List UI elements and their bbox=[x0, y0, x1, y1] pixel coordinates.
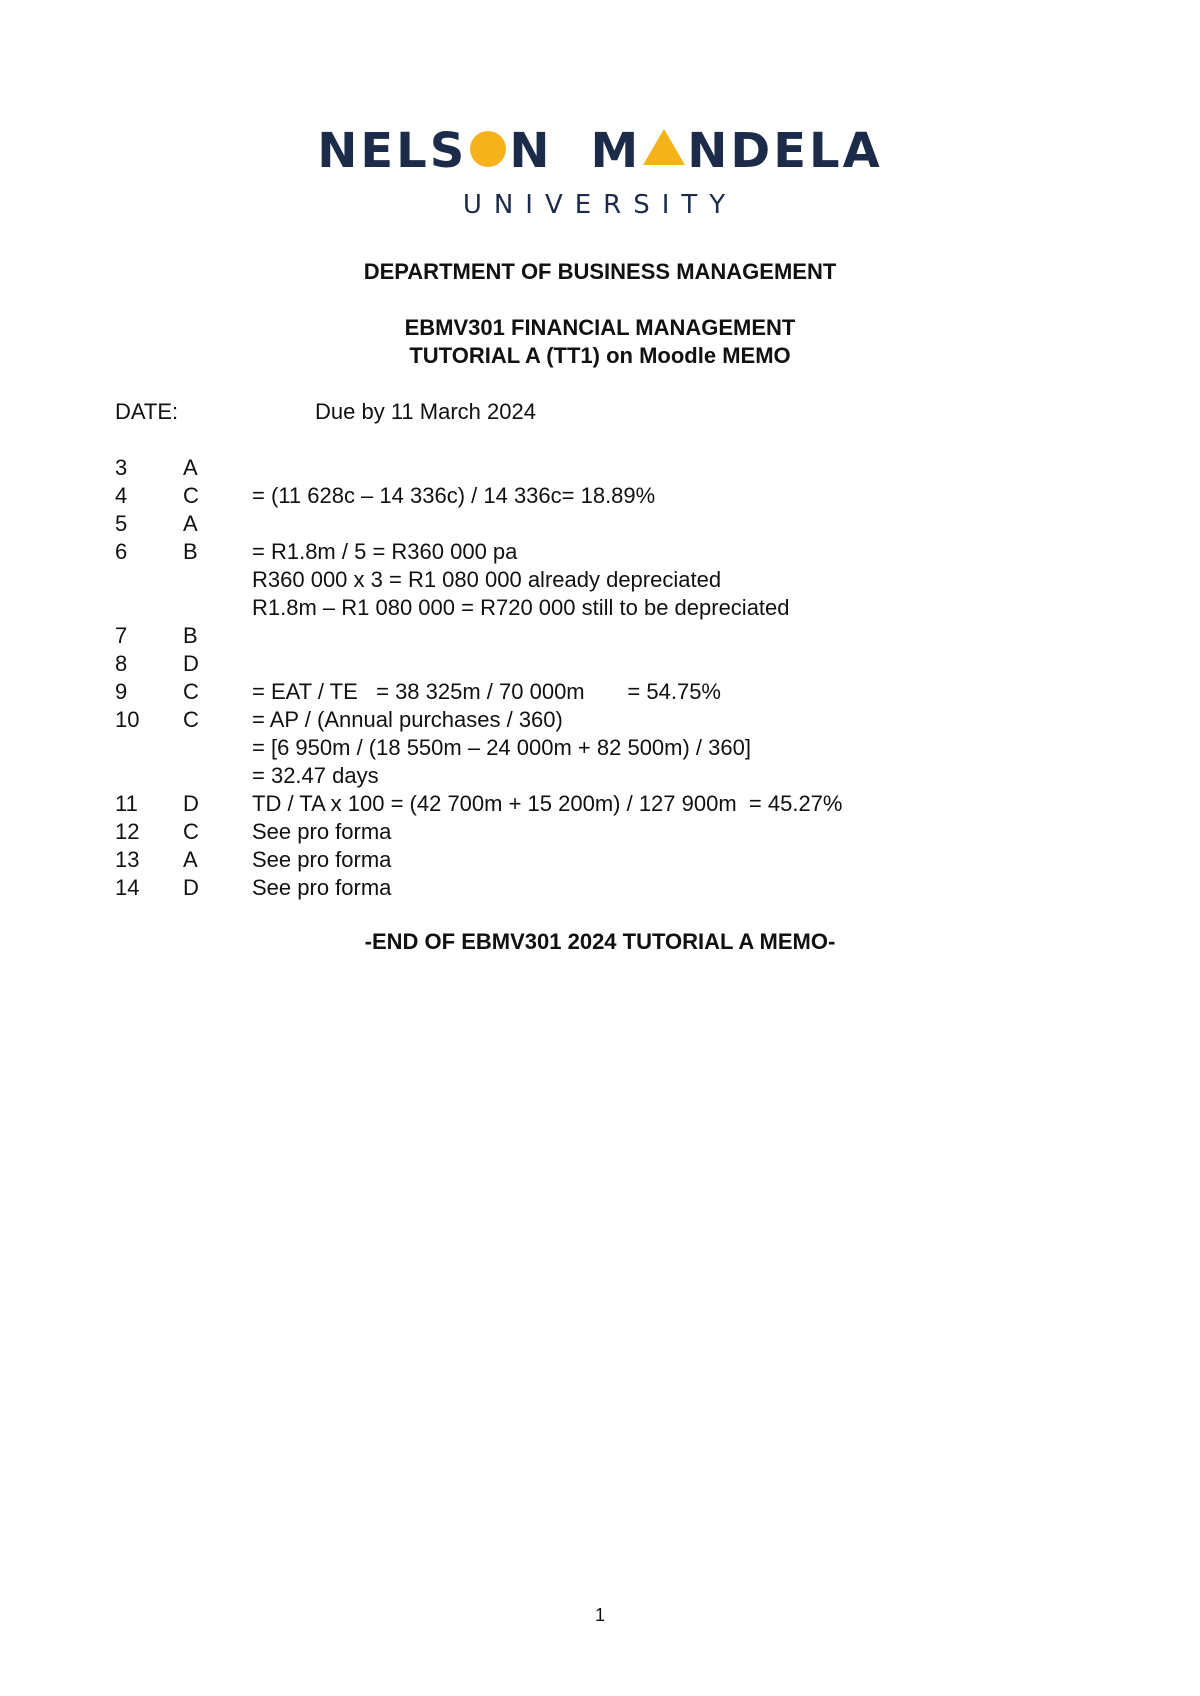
answer-working: See pro forma bbox=[252, 875, 392, 900]
question-number: 10 bbox=[115, 707, 140, 732]
date-label: DATE: bbox=[115, 399, 179, 424]
logo-triangle-icon bbox=[643, 129, 685, 165]
answer-letter: B bbox=[183, 623, 198, 648]
answer-letter: D bbox=[183, 875, 199, 900]
answer-letter: D bbox=[183, 651, 199, 676]
answer-working: TD / TA x 100 = (42 700m + 15 200m) / 127 900m = 45.27% bbox=[252, 791, 843, 816]
question-number: 7 bbox=[115, 623, 128, 648]
question-number: 9 bbox=[115, 679, 128, 704]
answer-working: = (11 628c – 14 336c) / 14 336c= 18.89% bbox=[252, 483, 656, 508]
course-heading: EBMV301 FINANCIAL MANAGEMENT bbox=[404, 315, 796, 340]
answer-letter: A bbox=[183, 511, 198, 536]
logo-text-ndela: NDELA bbox=[687, 123, 883, 179]
answer-working: See pro forma bbox=[252, 819, 392, 844]
answer-working: = R1.8m / 5 = R360 000 pa bbox=[252, 539, 518, 564]
question-number: 6 bbox=[115, 539, 128, 564]
university-logo bbox=[0, 120, 1200, 179]
date-value: Due by 11 March 2024 bbox=[315, 399, 536, 424]
answer-working: See pro forma bbox=[252, 847, 392, 872]
department-heading: DEPARTMENT OF BUSINESS MANAGEMENT bbox=[363, 259, 837, 284]
logo-circle-icon bbox=[470, 131, 506, 167]
answer-letter: C bbox=[183, 483, 199, 508]
answer-working: = AP / (Annual purchases / 360) bbox=[252, 707, 563, 732]
question-number: 12 bbox=[115, 819, 140, 844]
answer-working: = 32.47 days bbox=[252, 763, 379, 788]
tutorial-heading: TUTORIAL A (TT1) on Moodle MEMO bbox=[409, 343, 791, 368]
logo-wordmark bbox=[317, 120, 883, 179]
question-number: 11 bbox=[115, 791, 138, 816]
answer-letter: C bbox=[183, 819, 199, 844]
answer-working: R1.8m – R1 080 000 = R720 000 still to be depreciated bbox=[252, 595, 790, 620]
answer-letter: C bbox=[183, 679, 199, 704]
answer-letter: C bbox=[183, 707, 199, 732]
question-number: 3 bbox=[115, 455, 128, 480]
question-number: 4 bbox=[115, 483, 128, 508]
logo-text-nels: NELS bbox=[317, 123, 468, 179]
logo-text-m: M bbox=[590, 123, 642, 179]
end-of-memo: -END OF EBMV301 2024 TUTORIAL A MEMO- bbox=[364, 929, 836, 954]
answer-letter: B bbox=[183, 539, 198, 564]
question-number: 8 bbox=[115, 651, 128, 676]
logo-text-n: N bbox=[509, 123, 553, 179]
answer-letter: D bbox=[183, 791, 199, 816]
question-number: 14 bbox=[115, 875, 140, 900]
question-number: 5 bbox=[115, 511, 128, 536]
question-number: 13 bbox=[115, 847, 140, 872]
answer-working: = EAT / TE = 38 325m / 70 000m = 54.75% bbox=[252, 679, 721, 704]
answer-working: = [6 950m / (18 550m – 24 000m + 82 500m) / 360] bbox=[252, 735, 751, 760]
answer-letter: A bbox=[183, 455, 198, 480]
logo-subtitle: UNIVERSITY bbox=[462, 190, 738, 220]
answer-letter: A bbox=[183, 847, 198, 872]
page-number: 1 bbox=[594, 1605, 605, 1625]
answer-working: R360 000 x 3 = R1 080 000 already depreciated bbox=[252, 567, 722, 592]
